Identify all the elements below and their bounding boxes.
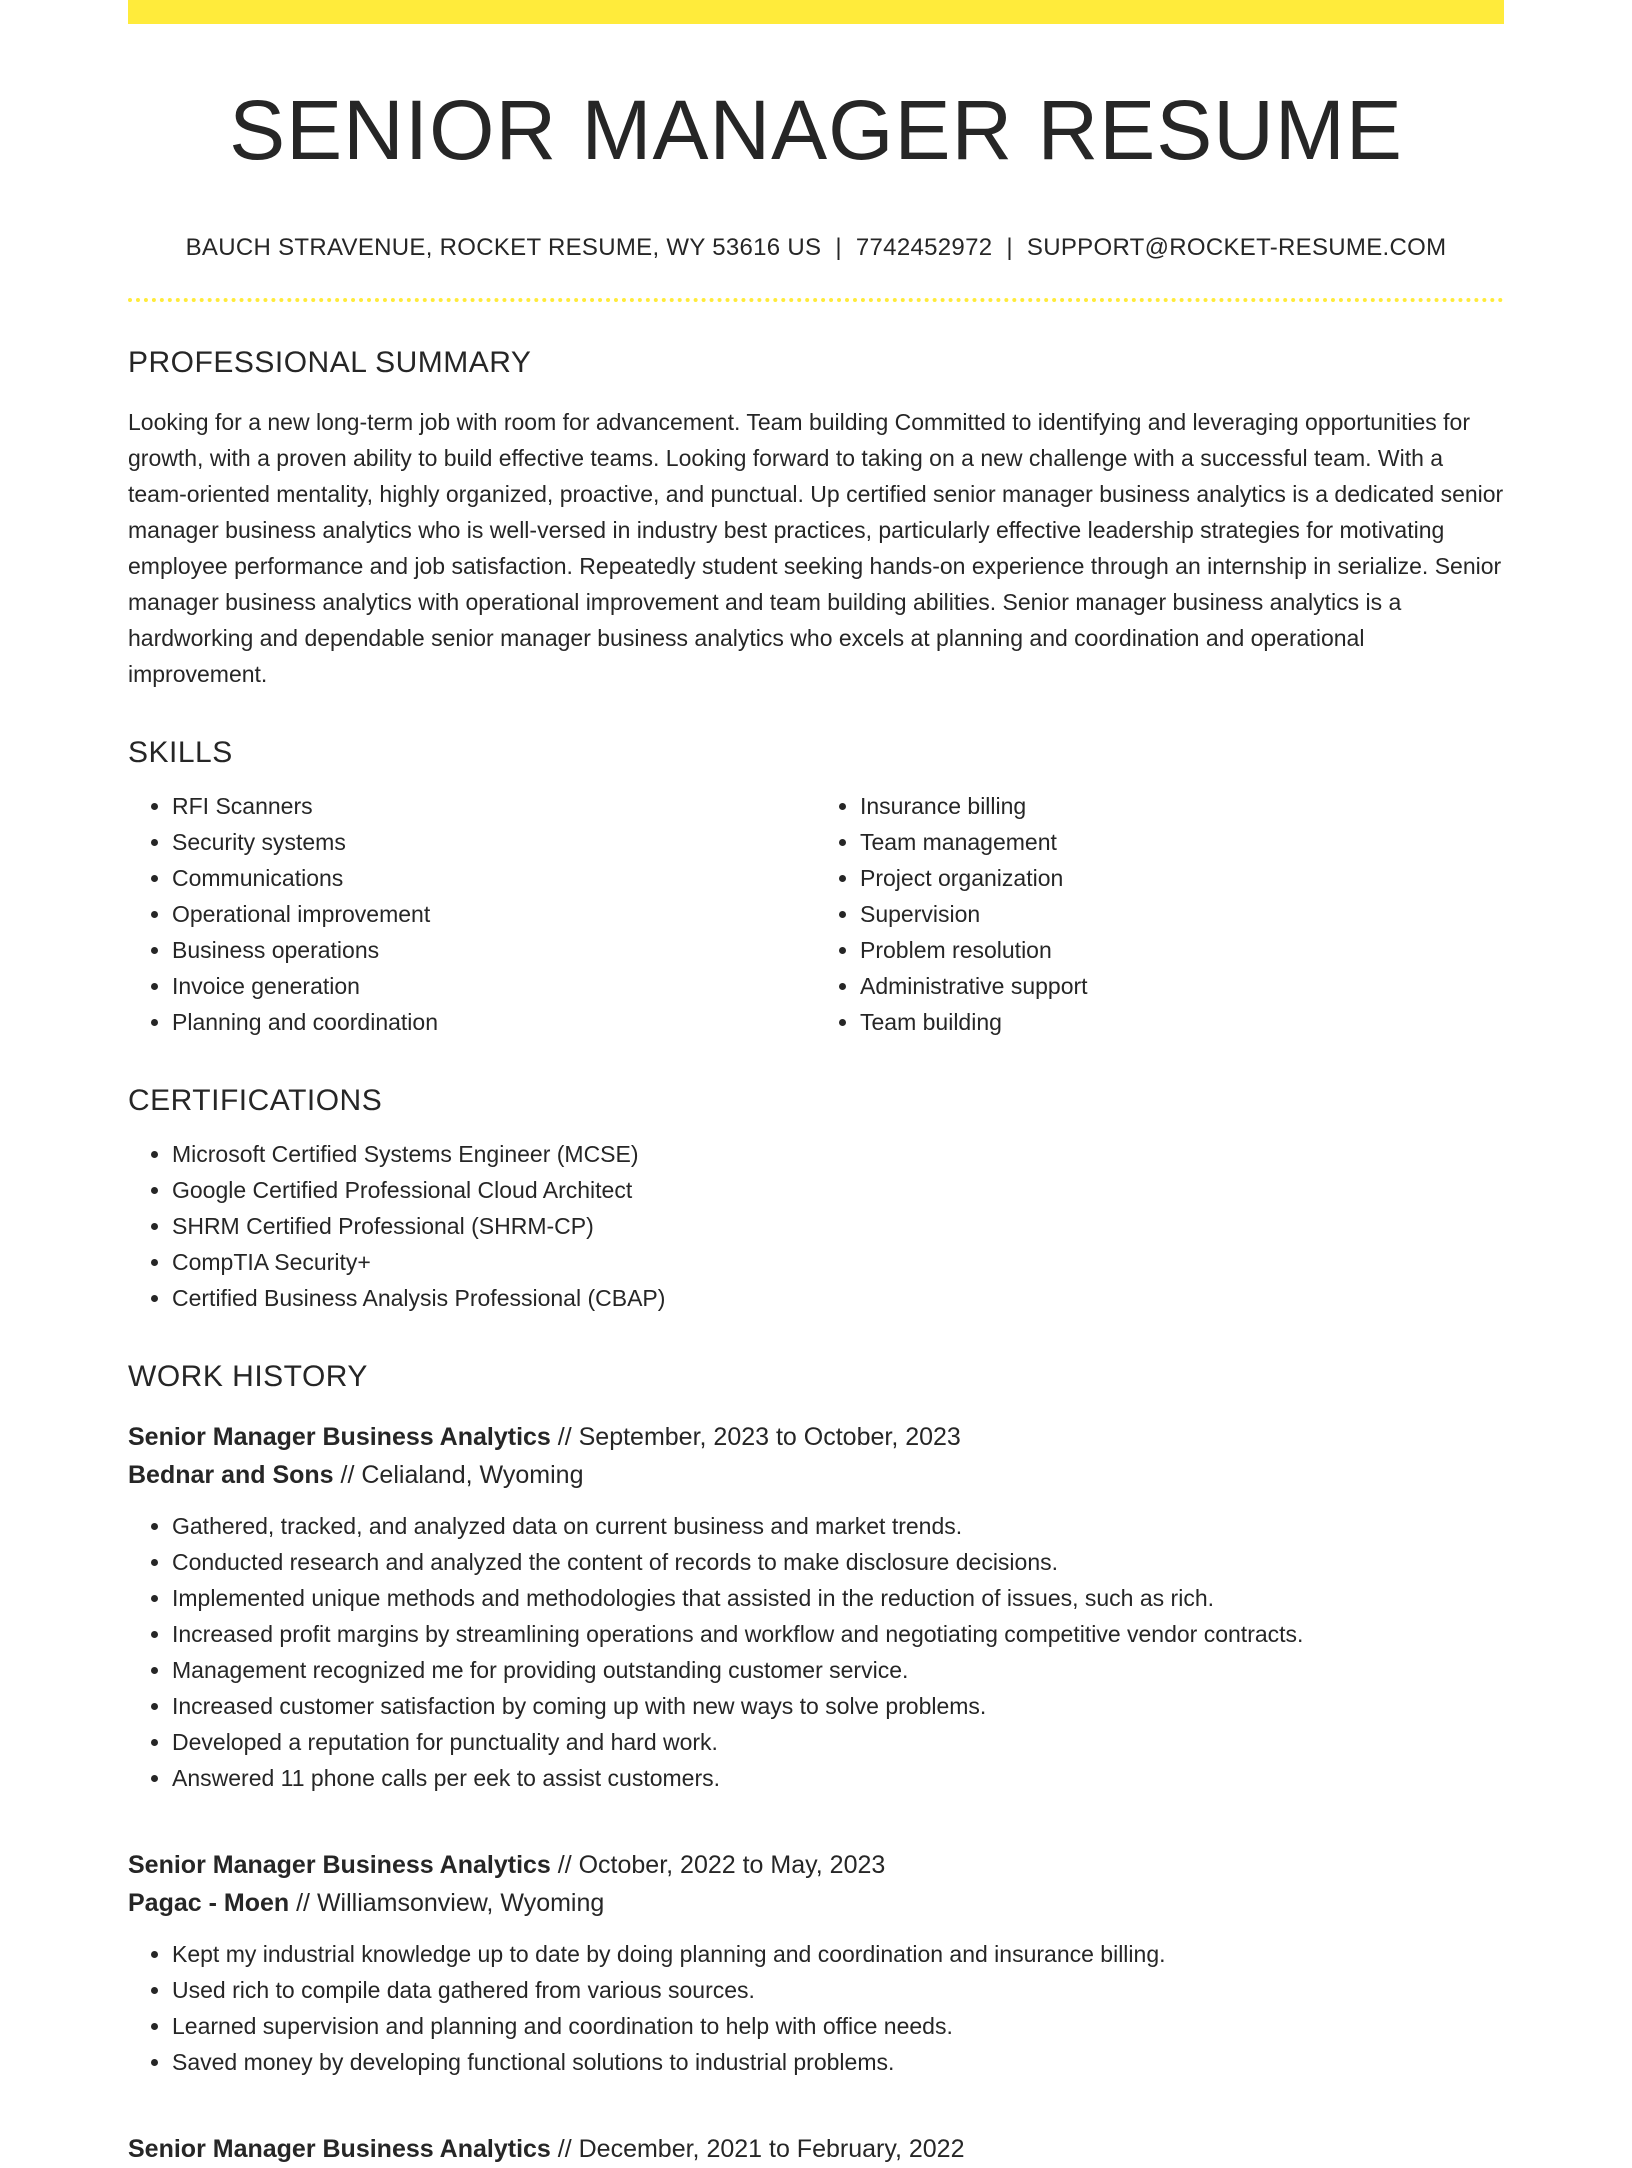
job-dates: // October, 2022 to May, 2023	[550, 1851, 886, 1880]
skill-item: • Planning and coordination	[172, 1004, 816, 1040]
skill-item: • Problem resolution	[860, 932, 1504, 968]
job-bullet: • Increased profit margins by streamlining operations and workflow and negotiating competitive vendor contracts.	[172, 1616, 1504, 1652]
skill-item: • Team management	[860, 824, 1504, 860]
summary-heading: PROFESSIONAL SUMMARY	[128, 346, 532, 380]
work-history-heading: WORK HISTORY	[128, 1360, 368, 1394]
job-bullet: • Conducted research and analyzed the content of records to make disclosure decisions.	[172, 1544, 1504, 1580]
job-location: // Celialand, Wyoming	[333, 1461, 584, 1490]
contact-phone: 7742452972	[855, 234, 993, 262]
header-divider	[128, 298, 1504, 302]
skills-list-right	[816, 788, 1504, 1040]
resume-title: SENIOR MANAGER RESUME	[229, 83, 1403, 177]
resume-page	[128, 0, 1504, 2168]
skill-item: • Security systems	[172, 824, 816, 860]
job-title: Senior Manager Business Analytics	[128, 1851, 551, 1880]
skill-item: • Supervision	[860, 896, 1504, 932]
skill-item: • Insurance billing	[860, 788, 1504, 824]
skill-item: • Project organization	[860, 860, 1504, 896]
top-accent-bar	[128, 0, 1504, 24]
job-bullet: • Kept my industrial knowledge up to date by doing planning and coordination and insurance billing.	[172, 1936, 1504, 1972]
job-bullet: • Saved money by developing functional solutions to industrial problems.	[172, 2044, 1504, 2080]
certifications-heading: CERTIFICATIONS	[128, 1084, 383, 1118]
work-history-section	[128, 1360, 1504, 2168]
job-bullet: • Answered 11 phone calls per eek to assist customers.	[172, 1760, 1504, 1796]
skill-item: • Team building	[860, 1004, 1504, 1040]
job-entry	[128, 2130, 1504, 2168]
job-title-line	[128, 1418, 1504, 1456]
contact-separator: |	[1006, 234, 1013, 262]
skill-item: • Administrative support	[860, 968, 1504, 1004]
job-company-line	[128, 1456, 1504, 1494]
job-entry	[128, 1846, 1504, 2080]
job-bullet: • Increased customer satisfaction by coming up with new ways to solve problems.	[172, 1688, 1504, 1724]
skill-item: • Invoice generation	[172, 968, 816, 1004]
certification-item: • Certified Business Analysis Professional (CBAP)	[172, 1280, 1504, 1316]
job-title: Senior Manager Business Analytics	[128, 1423, 551, 1452]
contact-email: SUPPORT@ROCKET-RESUME.COM	[1026, 234, 1447, 262]
job-dates: // September, 2023 to October, 2023	[550, 1423, 961, 1452]
job-bullets	[128, 1508, 1504, 1796]
job-company: Pagac - Moen	[128, 1889, 290, 1918]
job-title-line	[128, 2130, 1504, 2168]
skill-item: • Business operations	[172, 932, 816, 968]
skills-section	[128, 736, 1504, 1040]
job-bullet: • Implemented unique methods and methodologies that assisted in the reduction of issues, such as rich.	[172, 1580, 1504, 1616]
contact-line	[128, 234, 1504, 262]
job-title: Senior Manager Business Analytics	[128, 2135, 551, 2164]
job-location: // Williamsonview, Wyoming	[289, 1889, 605, 1918]
summary-text: Looking for a new long-term job with room for advancement. Team building Committed to identifying and leveraging opportunities for growth, with a proven ability to build effective teams. Looking forward to taking on a new challenge with a successful team. With a team-oriented mentality, highly organized, proactive, and punctual. Up certified senior manager business analytics is a dedicated senior manager business analytics who is well-versed in industry best practices, particularly effective leadership strategies for motivating employee performance and job satisfaction. Repeatedly student seeking hands-on experience through an internship in serialize. Senior manager business analytics with operational improvement and team building abilities. Senior manager business analytics is a hardworking and dependable senior manager business analytics who excels at planning and coordination and operational improvement.	[128, 409, 1504, 688]
job-company-line	[128, 1884, 1504, 1922]
certifications-list	[128, 1136, 1504, 1316]
skills-heading: SKILLS	[128, 736, 233, 770]
job-company: Bednar and Sons	[128, 1461, 334, 1490]
job-bullet: • Used rich to compile data gathered from various sources.	[172, 1972, 1504, 2008]
summary-section	[128, 346, 1504, 692]
skills-list-left	[128, 788, 816, 1040]
job-entry	[128, 1418, 1504, 1796]
certifications-section	[128, 1084, 1504, 1316]
job-bullet: • Gathered, tracked, and analyzed data on current business and market trends.	[172, 1508, 1504, 1544]
certification-item: • Microsoft Certified Systems Engineer (MCSE)	[172, 1136, 1504, 1172]
certification-item: • SHRM Certified Professional (SHRM-CP)	[172, 1208, 1504, 1244]
contact-separator: |	[835, 234, 842, 262]
skills-grid	[128, 770, 1504, 1040]
job-bullet: • Learned supervision and planning and coordination to help with office needs.	[172, 2008, 1504, 2044]
job-bullets	[128, 1936, 1504, 2080]
job-title-line	[128, 1846, 1504, 1884]
certification-item: • Google Certified Professional Cloud Architect	[172, 1172, 1504, 1208]
job-dates: // December, 2021 to February, 2022	[550, 2135, 965, 2164]
job-bullet: • Developed a reputation for punctuality and hard work.	[172, 1724, 1504, 1760]
certification-item: • CompTIA Security+	[172, 1244, 1504, 1280]
contact-address: BAUCH STRAVENUE, ROCKET RESUME, WY 53616 US	[185, 234, 822, 262]
skill-item: • Operational improvement	[172, 896, 816, 932]
skill-item: • RFI Scanners	[172, 788, 816, 824]
job-bullet: • Management recognized me for providing outstanding customer service.	[172, 1652, 1504, 1688]
skill-item: • Communications	[172, 860, 816, 896]
